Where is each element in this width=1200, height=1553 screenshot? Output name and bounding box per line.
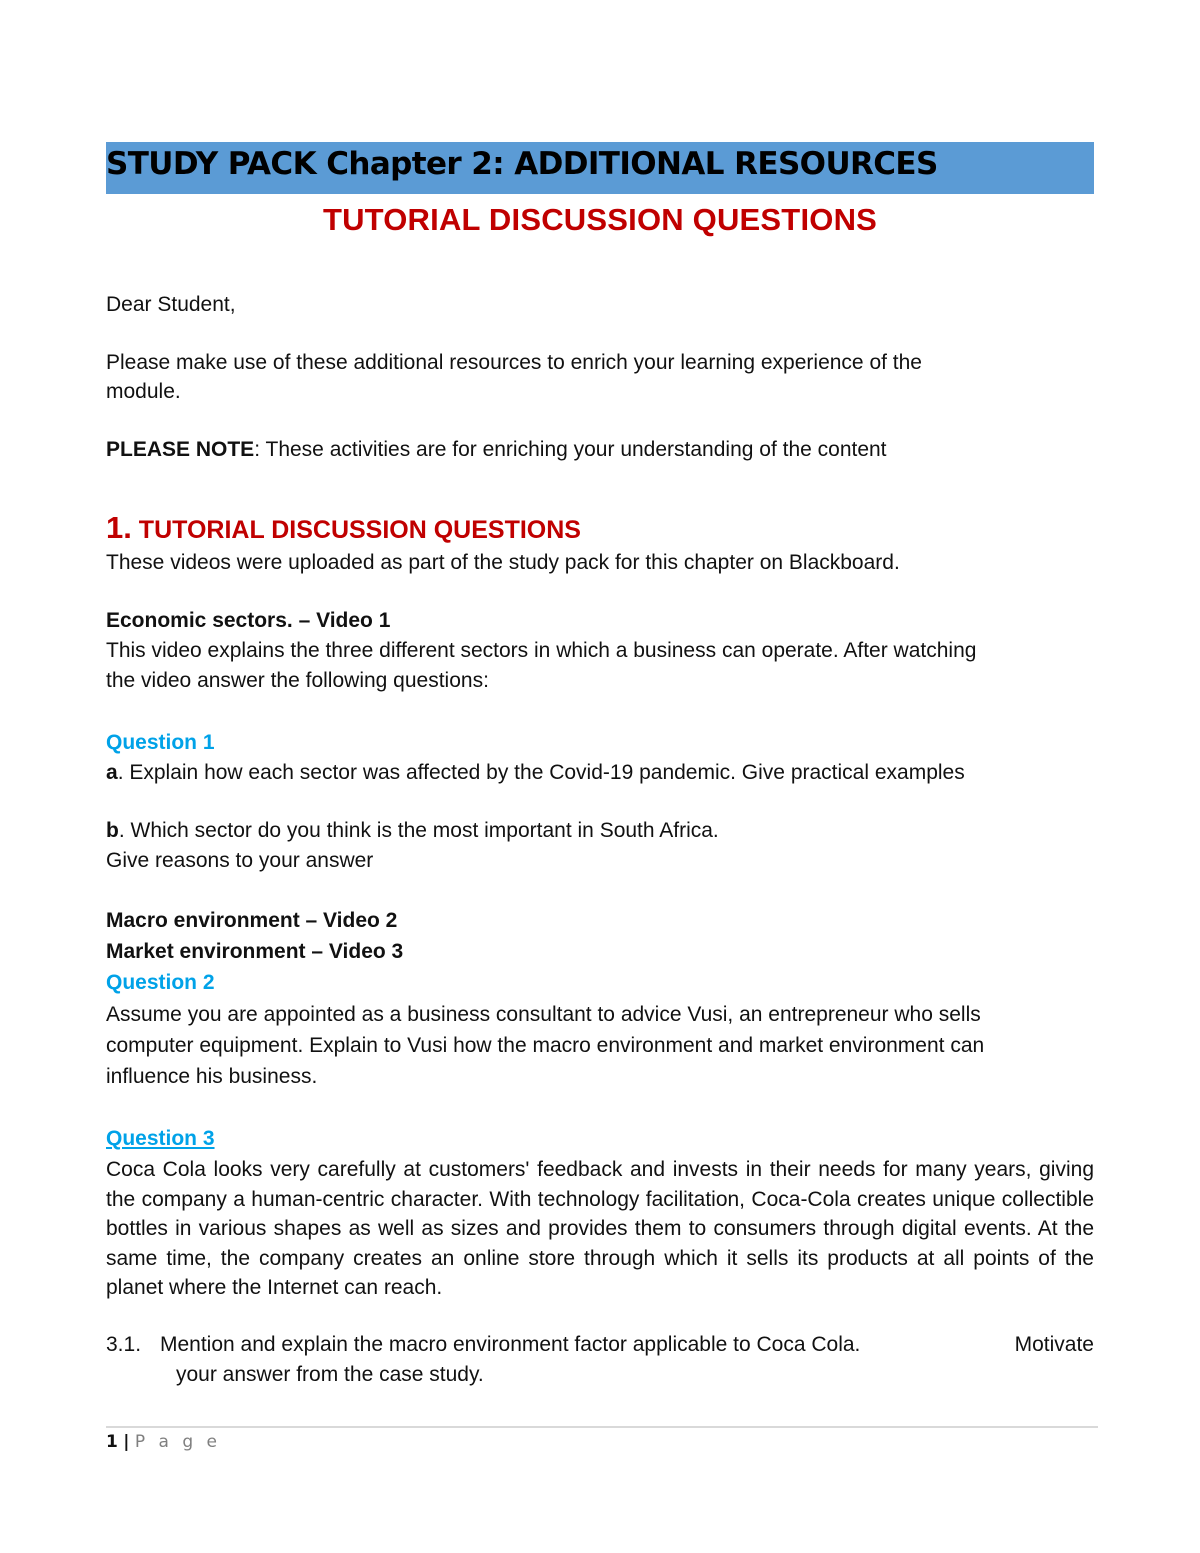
page-footer [106,1432,221,1452]
question-1a-text: . Explain how each sector was affected by the Covid-19 pandemic. Give practical examples [117,761,965,784]
page-number: 1 [106,1432,118,1452]
question-1b-label: b [106,819,119,842]
video-3-title: Market environment – Video 3 [106,940,404,963]
section-1-text: These videos were uploaded as part of the study pack for this chapter on Blackboard. [106,551,900,574]
question-1b-text-2: Give reasons to your answer [106,849,374,872]
please-note [106,435,887,465]
intro-paragraph-line-2: module. [106,380,181,403]
please-note-label: PLEASE NOTE [106,438,255,461]
question-2-line-3: influence his business. [106,1065,318,1088]
intro-paragraph-line-1: Please make use of these additional resources to enrich your learning experience of the [106,351,922,374]
section-1-heading [106,508,581,552]
video-2-title: Macro environment – Video 2 [106,909,398,932]
question-3-case-study: Coca Cola looks very carefully at customers' feedback and invests in their needs for many years, giving the company a human-centric character. With technology facilitation, Coca-Cola creates unique collectible bottles in various shapes as well as sizes and provides them to consumers through digital events. At the same time, the company creates an online store through which it sells its products at all points of the planet where the Internet can reach. [106,1158,1094,1300]
page-label: P a g e [134,1432,222,1452]
question-1b [106,816,719,846]
greeting: Dear Student, [106,293,236,316]
question-1b-text: . Which sector do you think is the most important in South Africa. [118,819,719,842]
question-3-item-1-number: 3.1. [106,1333,142,1356]
page-title: STUDY PACK Chapter 2: ADDITIONAL RESOURCES [106,146,938,182]
question-2-line-1: Assume you are appointed as a business consultant to advice Vusi, an entrepreneur who sells [106,1003,981,1026]
section-1-number: 1. [106,510,132,545]
video-1-title: Economic sectors. – Video 1 [106,609,391,632]
question-2-label: Question 2 [106,971,215,994]
video-1-desc-line-2: the video answer the following questions: [106,669,489,692]
question-3-item-1-text: Mention and explain the macro environment factor applicable to Coca Cola. [160,1333,861,1356]
question-3-item-1-text-right: Motivate [1014,1333,1094,1356]
please-note-text: : These activities are for enriching your understanding of the content [254,438,887,461]
question-1-label: Question 1 [106,731,215,754]
question-3-item-1-line-2: your answer from the case study. [176,1363,484,1386]
question-1a-label: a [106,761,118,784]
video-1-desc-line-1: This video explains the three different sectors in which a business can operate. After watching [106,639,977,662]
page-subtitle: TUTORIAL DISCUSSION QUESTIONS [322,202,878,237]
footer-divider [106,1426,1098,1428]
section-1-title: TUTORIAL DISCUSSION QUESTIONS [131,516,581,544]
question-3-item-1 [106,1330,1094,1360]
question-2-line-2: computer equipment. Explain to Vusi how the macro environment and market environment can [106,1034,985,1057]
footer-separator: | [123,1432,130,1452]
question-3-label[interactable]: Question 3 [106,1127,215,1150]
question-1a [106,758,965,788]
